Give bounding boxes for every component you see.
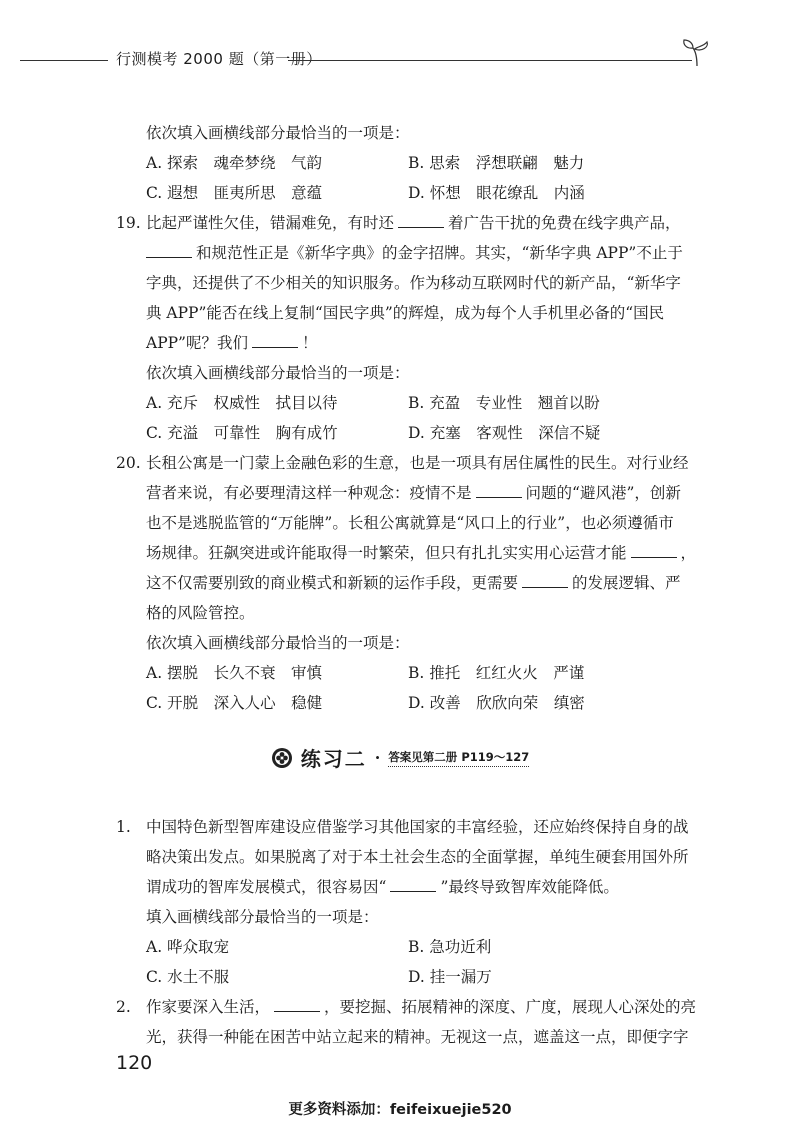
section-heading-bar bbox=[0, 743, 800, 779]
answer-blank bbox=[252, 331, 298, 348]
q1-option-c: C. 水土不服 bbox=[146, 968, 230, 986]
header-title: 行测模考 2000 题（第一册） bbox=[116, 50, 322, 68]
q20-text: 营者来说，有必要理清这样一种观念：疫情不是 bbox=[146, 484, 472, 502]
q19-option-c: C. 充溢 可靠性 胸有成竹 bbox=[146, 424, 338, 442]
q20-option-c: C. 开脱 深入人心 稳健 bbox=[146, 694, 323, 712]
q19-prompt: 依次填入画横线部分最恰当的一项是： bbox=[146, 364, 410, 382]
q19-option-b: B. 充盈 专业性 翘首以盼 bbox=[408, 394, 600, 412]
q2-number: 2. bbox=[116, 998, 131, 1016]
q1-text: 谓成功的智库发展模式，很容易因“ bbox=[146, 878, 387, 896]
q19-text: ！ bbox=[301, 334, 318, 352]
q20-text: 长租公寓是一门蒙上金融色彩的生意，也是一项具有居住属性的民生。对行业经 bbox=[146, 454, 689, 472]
q19-text: 典 APP”能否在线上复制“国民字典”的辉煌，成为每个人手机里必备的“国民 bbox=[146, 304, 665, 322]
q20-text: ， bbox=[680, 544, 697, 562]
q18-option-c: C. 遐想 匪夷所思 意蕴 bbox=[146, 184, 323, 202]
q20-text: 问题的“避风港”，创新 bbox=[525, 484, 681, 502]
q20-prompt: 依次填入画横线部分最恰当的一项是： bbox=[146, 634, 410, 652]
header-rule-left bbox=[20, 60, 108, 61]
q18-options bbox=[116, 148, 716, 208]
q18-option-a: A. 探索 魂牵梦绕 气韵 bbox=[146, 154, 323, 172]
q20-option-b: B. 推托 红红火火 严谨 bbox=[408, 664, 585, 682]
q2-text: 光，获得一种能在困苦中站立起来的精神。无视这一点，遮盖这一点，即便字字 bbox=[146, 1028, 689, 1046]
running-header bbox=[0, 44, 800, 74]
q1-option-a: A. 哗众取宠 bbox=[146, 938, 230, 956]
question-2 bbox=[116, 992, 716, 1052]
header-rule-right bbox=[288, 60, 692, 61]
q1-text: 中国特色新型智库建设应借鉴学习其他国家的丰富经验，还应始终保持自身的战 bbox=[146, 818, 689, 836]
q18-option-b: B. 思索 浮想联翩 魅力 bbox=[408, 154, 585, 172]
q20-text: 也不是逃脱监管的“万能牌”。长租公寓就算是“风口上的行业”，也必须遵循市 bbox=[146, 514, 674, 532]
q1-text: 略决策出发点。如果脱离了对于本土社会生态的全面掌握，单纯生硬套用国外所 bbox=[146, 848, 689, 866]
q19-options bbox=[116, 388, 716, 448]
q1-option-b: B. 急功近利 bbox=[408, 938, 492, 956]
answer-blank bbox=[274, 995, 320, 1012]
q19-option-a: A. 充斥 权威性 拭目以待 bbox=[146, 394, 338, 412]
q20-text: 场规律。狂飙突进或许能取得一时繁荣，但只有扎扎实实用心运营才能 bbox=[146, 544, 627, 562]
q19-text: 着广告干扰的免费在线字典产品， bbox=[448, 214, 681, 232]
q20-option-d: D. 改善 欣欣向荣 缜密 bbox=[408, 694, 585, 712]
question-1 bbox=[116, 812, 716, 932]
q20-text: 格的风险管控。 bbox=[146, 604, 255, 622]
answer-blank bbox=[631, 541, 677, 558]
q20-number: 20. bbox=[116, 454, 141, 472]
q20-options bbox=[116, 658, 716, 718]
q19-text: 和规范性正是《新华字典》的金字招牌。其实，“新华字典 APP”不止于 bbox=[196, 244, 683, 262]
q1-options bbox=[116, 932, 716, 992]
q19-text: 比起严谨性欠佳，错漏难免，有时还 bbox=[146, 214, 395, 232]
q2-text: 作家要深入生活， bbox=[146, 998, 271, 1016]
q1-prompt: 填入画横线部分最恰当的一项是： bbox=[146, 908, 379, 926]
q20-text: 的发展逻辑、严 bbox=[572, 574, 681, 592]
answer-blank bbox=[476, 481, 522, 498]
question-19 bbox=[116, 208, 716, 388]
q2-text: ，要挖掘、拓展精神的深度、广度，展现人心深处的亮 bbox=[324, 998, 697, 1016]
answer-blank bbox=[398, 211, 444, 228]
q19-text: APP”呢？我们 bbox=[146, 334, 248, 352]
answer-blank bbox=[522, 571, 568, 588]
part1-content bbox=[116, 118, 716, 718]
page-number: 120 bbox=[116, 1052, 153, 1074]
q1-number: 1. bbox=[116, 818, 131, 836]
q1-text: ”最终导致智库效能降低。 bbox=[440, 878, 619, 896]
q1-option-d: D. 挂一漏万 bbox=[408, 968, 492, 986]
q19-text: 字典，还提供了不少相关的知识服务。作为移动互联网时代的新产品，“新华字 bbox=[146, 274, 681, 292]
answer-blank bbox=[390, 875, 436, 892]
flower-badge-icon bbox=[271, 747, 293, 769]
q20-option-a: A. 摆脱 长久不衰 审慎 bbox=[146, 664, 323, 682]
sprout-icon bbox=[680, 38, 714, 68]
question-20 bbox=[116, 448, 716, 658]
answer-reference: 答案见第二册 P119～127 bbox=[388, 749, 529, 767]
part2-content bbox=[116, 812, 716, 1052]
section-title: 练习二 bbox=[300, 747, 367, 771]
footer-note: 更多资料添加：feifeixuejie520 bbox=[288, 1102, 512, 1118]
answer-blank bbox=[146, 241, 192, 258]
section-dot: · bbox=[374, 748, 381, 767]
q18-prompt: 依次填入画横线部分最恰当的一项是： bbox=[146, 124, 410, 142]
q18-option-d: D. 怀想 眼花缭乱 内涵 bbox=[408, 184, 585, 202]
q19-option-d: D. 充塞 客观性 深信不疑 bbox=[408, 424, 601, 442]
q20-text: 这不仅需要别致的商业模式和新颖的运作手段，更需要 bbox=[146, 574, 519, 592]
q19-number: 19. bbox=[116, 214, 141, 232]
